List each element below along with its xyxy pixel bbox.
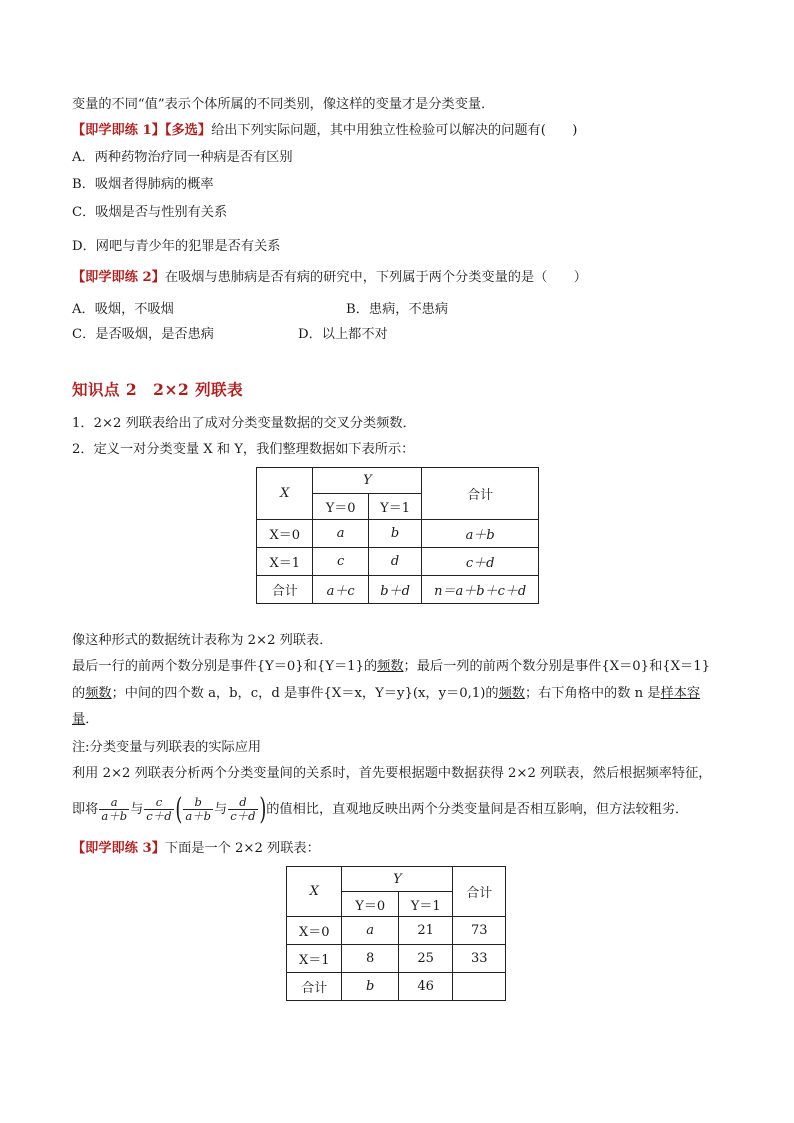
explanation-text: ；右下角格中的数 n 是 — [524, 686, 661, 701]
table1-cell: n＝a＋b＋c＋d — [422, 576, 539, 604]
fraction-denominator: a＋b — [101, 809, 128, 823]
underlined-term: 样本容 — [660, 686, 701, 701]
fraction — [183, 796, 213, 823]
table2-cell: 73 — [453, 917, 506, 945]
exercise-1-option-c: C．吸烟是否与性别有关系 — [72, 205, 228, 220]
right-paren: ) — [258, 791, 266, 827]
table1-row-label: X＝0 — [257, 520, 313, 548]
table1-cell: d — [368, 548, 421, 576]
note-text: 的值相比，直观地反映出两个分类变量间是否相互影响，但方法较粗劣． — [266, 802, 689, 817]
table2-row-label: X＝0 — [287, 917, 342, 945]
table1-y-header: Y — [313, 468, 422, 494]
table1-cell: a＋b — [422, 520, 539, 548]
explanation-line-2 — [72, 684, 700, 704]
note-title: 注:分类变量与列联表的实际应用 — [72, 740, 262, 755]
table1-y0-header: Y＝0 — [313, 494, 368, 520]
table1-cell: c＋d — [422, 548, 539, 576]
contingency-table-exercise — [286, 866, 506, 1001]
table2-total-header: 合计 — [453, 867, 506, 917]
table2-row-label: 合计 — [287, 973, 342, 1001]
note-text: 与 — [214, 802, 228, 817]
note-text: 与 — [130, 802, 144, 817]
fraction-denominator: c＋d — [230, 809, 256, 823]
exercise-3-tag: 【即学即练 3】 — [72, 841, 165, 856]
fraction — [228, 796, 257, 823]
explanation-text: ． — [85, 712, 99, 727]
fraction-numerator: d — [228, 796, 257, 810]
table2-row-label: X＝1 — [287, 945, 342, 973]
table2-cell: 8 — [342, 945, 398, 973]
table2-cell — [453, 973, 506, 1001]
fraction — [144, 796, 173, 823]
table1-row-label: 合计 — [257, 576, 313, 604]
fraction-numerator: a — [99, 796, 129, 810]
table1-cell: a — [313, 520, 368, 548]
explanation-line-3 — [72, 710, 98, 730]
table1-cell: c — [313, 548, 368, 576]
exercise-1-tag: 【即学即练 1】 — [72, 123, 165, 138]
note-text: 即将 — [72, 802, 99, 817]
section-title: 知识点 2 2×2 列联表 — [72, 380, 244, 399]
exercise-1-text: 给出下列实际问题，其中用独立性检验可以解决的问题有( ) — [211, 123, 578, 138]
exercise-2-option-d: D．以上都不对 — [298, 327, 388, 342]
explanation-text: ；最后一列的前两个数分别是事件{X＝0}和{X＝1} — [403, 659, 711, 674]
left-paren: ( — [174, 791, 182, 827]
table1-x-header: X — [257, 468, 313, 520]
exercise-2-text: 在吸烟与患肺病是否有病的研究中，下列属于两个分类变量的是（ ） — [164, 270, 587, 285]
explanation-text: ；中间的四个数 a，b，c，d 是事件{X＝x，Y＝y}(x，y＝0,1)的 — [111, 686, 499, 701]
fraction-numerator: b — [183, 796, 213, 810]
fraction-denominator: a＋b — [185, 809, 212, 823]
table2-y1-header: Y＝1 — [398, 892, 453, 917]
table1-total-header: 合计 — [422, 468, 539, 520]
exercise-2-option-a: A．吸烟，不吸烟 — [72, 302, 174, 317]
underlined-term: 频数 — [498, 686, 525, 701]
table2-y0-header: Y＝0 — [342, 892, 398, 917]
underlined-term: 频数 — [377, 659, 404, 674]
contingency-table-general — [256, 467, 539, 604]
table2-cell: b — [342, 973, 398, 1001]
exercise-2-option-c: C．是否吸烟，是否患病 — [72, 327, 214, 342]
table2-cell: 25 — [398, 945, 453, 973]
table1-row-label: X＝1 — [257, 548, 313, 576]
exercise-1-option-b: B．吸烟者得肺病的概率 — [72, 177, 214, 192]
table1-cell: b＋d — [368, 576, 421, 604]
note-formula-line — [72, 790, 688, 830]
explanation-text: 最后一行的前两个数分别是事件{Y＝0}和{Y＝1}的 — [72, 659, 378, 674]
table1-cell: a＋c — [313, 576, 368, 604]
exercise-2-tag: 【即学即练 2】 — [72, 270, 165, 285]
exercise-3-text: 下面是一个 2×2 列联表： — [164, 841, 320, 856]
underlined-term: 量 — [72, 712, 86, 727]
exercise-1-stem — [72, 121, 577, 141]
table2-cell: 21 — [398, 917, 453, 945]
exercise-1-option-a: A．两种药物治疗同一种病是否有区别 — [72, 150, 293, 165]
point-2: 2．定义一对分类变量 X 和 Y，我们整理数据如下表所示： — [72, 442, 415, 457]
table1-cell: b — [368, 520, 421, 548]
fraction — [99, 796, 129, 823]
note-line-1: 利用 2×2 列联表分析两个分类变量间的关系时，首先要根据题中数据获得 2×2 列联表，然后根据频率特征， — [72, 766, 712, 781]
table2-cell: 46 — [398, 973, 453, 1001]
explanation-text: 的 — [72, 686, 86, 701]
fraction-numerator: c — [144, 796, 173, 810]
underlined-term: 频数 — [85, 686, 112, 701]
point-1: 1．2×2 列联表给出了成对分类变量数据的交叉分类频数． — [72, 416, 416, 431]
table2-cell: 33 — [453, 945, 506, 973]
table2-cell: a — [342, 917, 398, 945]
exercise-1-multi-tag: 【多选】 — [164, 123, 212, 138]
table1-y1-header: Y＝1 — [368, 494, 421, 520]
intro-line: 变量的不同“值”表示个体所属的不同类别，像这样的变量才是分类变量． — [72, 97, 495, 112]
table-definition: 像这种形式的数据统计表称为 2×2 列联表． — [72, 633, 333, 648]
exercise-2-option-b: B．患病，不患病 — [346, 302, 449, 317]
table2-x-header: X — [287, 867, 342, 917]
fraction-denominator: c＋d — [146, 809, 172, 823]
exercise-2-stem — [72, 268, 587, 288]
explanation-line-1 — [72, 657, 710, 677]
table2-y-header: Y — [342, 867, 453, 892]
exercise-1-option-d: D．网吧与青少年的犯罪是否有关系 — [72, 239, 281, 254]
exercise-3-stem — [72, 839, 320, 859]
